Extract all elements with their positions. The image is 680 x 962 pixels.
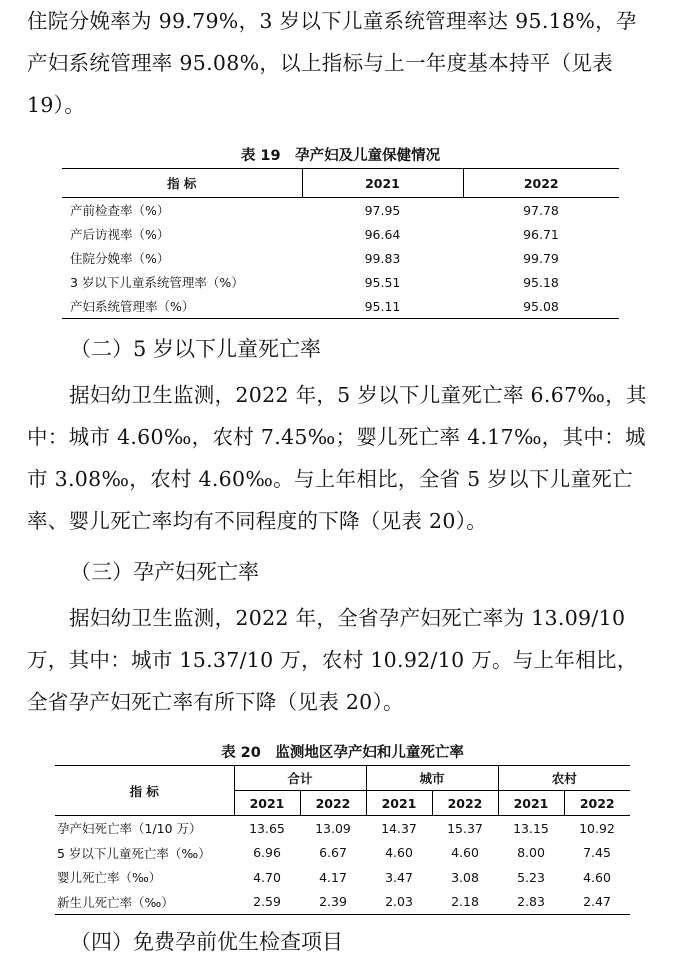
cell-value: 4.60 xyxy=(385,845,413,861)
cell-value: 5.23 xyxy=(517,869,545,885)
table-row xyxy=(55,865,630,890)
cell-value: 2.18 xyxy=(451,894,479,910)
table20-year: 2021 xyxy=(498,791,564,816)
table20-year: 2022 xyxy=(300,791,366,816)
value-2022: 95.18 xyxy=(523,274,559,290)
table20-caption: 表 20 监测地区孕产妇和儿童死亡率 xyxy=(221,745,464,761)
cell-value: 8.00 xyxy=(517,845,545,861)
cell-value: 10.92 xyxy=(579,820,615,836)
value-2022: 95.08 xyxy=(523,298,559,314)
table-row xyxy=(62,270,619,294)
cell-value: 13.65 xyxy=(249,820,285,836)
table20-header-total: 合计 xyxy=(234,766,366,791)
table-row xyxy=(62,222,619,246)
value-2021: 97.95 xyxy=(364,202,401,218)
table20-year: 2021 xyxy=(234,791,300,816)
table20-header-indicator: 指 标 xyxy=(55,766,234,816)
table20-header-rural: 农村 xyxy=(498,766,630,791)
cell-value: 4.70 xyxy=(253,869,281,885)
paragraph-hospital-delivery: 住院分娩率为 99.79%，3 岁以下儿童系统管理率达 95.18%，孕产妇系统管理率 95.08%，以上指标与上一年度基本持平（见表19）。 xyxy=(27,9,637,117)
value-2021: 99.83 xyxy=(364,250,401,266)
row-label: 产前检查率（%） xyxy=(70,203,170,218)
cell-value: 3.08 xyxy=(451,869,479,885)
table-row xyxy=(55,816,630,841)
table19-header-2022: 2022 xyxy=(463,169,619,198)
paragraph-maternal-mortality: 据妇幼卫生监测，2022 年，全省孕产妇死亡率为 13.09/10万，其中：城市 15.37/10 万，农村 10.92/10 万。与上年相比，全省孕产妇死亡率有所下降（见表 20）。 xyxy=(27,606,638,714)
cell-value: 4.60 xyxy=(451,845,479,861)
section-heading-under5-mortality: （二）5 岁以下儿童死亡率 xyxy=(70,337,322,361)
cell-value: 13.15 xyxy=(513,820,549,836)
table-row xyxy=(55,841,630,866)
row-label: 5 岁以下儿童死亡率（‰） xyxy=(57,845,211,861)
cell-value: 2.47 xyxy=(583,894,611,910)
paragraph-under5-mortality: 据妇幼卫生监测，2022 年，5 岁以下儿童死亡率 6.67‰，其中：城市 4.60‰，农村 7.45‰；婴儿死亡率 4.17‰，其中：城市 3.08‰，农村 4.60‰。与上年相比，全省 5 岁以下儿童死亡率、婴儿死亡率均有不同程度的下降（见表 20）。 xyxy=(27,383,647,533)
table-row xyxy=(62,198,619,223)
value-2021: 95.51 xyxy=(364,274,401,290)
value-2022: 96.71 xyxy=(523,226,559,242)
table19-maternal-child-health xyxy=(62,168,619,319)
value-2022: 97.78 xyxy=(523,202,559,218)
table-row xyxy=(62,294,619,319)
cell-value: 4.17 xyxy=(319,869,347,885)
table20-header-urban: 城市 xyxy=(366,766,498,791)
table19-header-indicator: 指 标 xyxy=(62,169,302,198)
table20-year: 2022 xyxy=(564,791,630,816)
row-label: 3 岁以下儿童系统管理率（%） xyxy=(70,275,244,290)
section-heading-maternal-mortality: （三）孕产妇死亡率 xyxy=(70,560,259,584)
table20-mortality-rates xyxy=(55,765,630,915)
table19-caption: 表 19 孕产妇及儿童保健情况 xyxy=(240,148,441,164)
cell-value: 2.39 xyxy=(319,894,347,910)
row-label: 产后访视率（%） xyxy=(70,227,170,242)
value-2022: 99.79 xyxy=(523,250,559,266)
table-row xyxy=(62,246,619,270)
cell-value: 2.03 xyxy=(385,894,413,910)
row-label: 孕产妇死亡率（1/10 万） xyxy=(57,821,202,837)
cell-value: 2.59 xyxy=(253,894,281,910)
cell-value: 3.47 xyxy=(385,869,413,885)
table20-year: 2021 xyxy=(366,791,432,816)
value-2021: 95.11 xyxy=(364,298,401,314)
table19-header-2021: 2021 xyxy=(302,169,463,198)
value-2021: 96.64 xyxy=(364,226,401,242)
cell-value: 2.83 xyxy=(517,894,545,910)
row-label: 新生儿死亡率（‰） xyxy=(57,894,174,910)
row-label: 婴儿死亡率（‰） xyxy=(57,870,162,886)
cell-value: 15.37 xyxy=(447,820,483,836)
table-row xyxy=(55,890,630,915)
cell-value: 6.67 xyxy=(319,845,347,861)
cell-value: 7.45 xyxy=(583,845,611,861)
row-label: 住院分娩率（%） xyxy=(70,251,170,266)
section-heading-preconception-check: （四）免费孕前优生检查项目 xyxy=(70,930,343,954)
cell-value: 13.09 xyxy=(315,820,351,836)
cell-value: 4.60 xyxy=(583,869,611,885)
cell-value: 6.96 xyxy=(253,845,281,861)
table20-year: 2022 xyxy=(432,791,498,816)
cell-value: 14.37 xyxy=(381,820,417,836)
row-label: 产妇系统管理率（%） xyxy=(70,299,195,314)
